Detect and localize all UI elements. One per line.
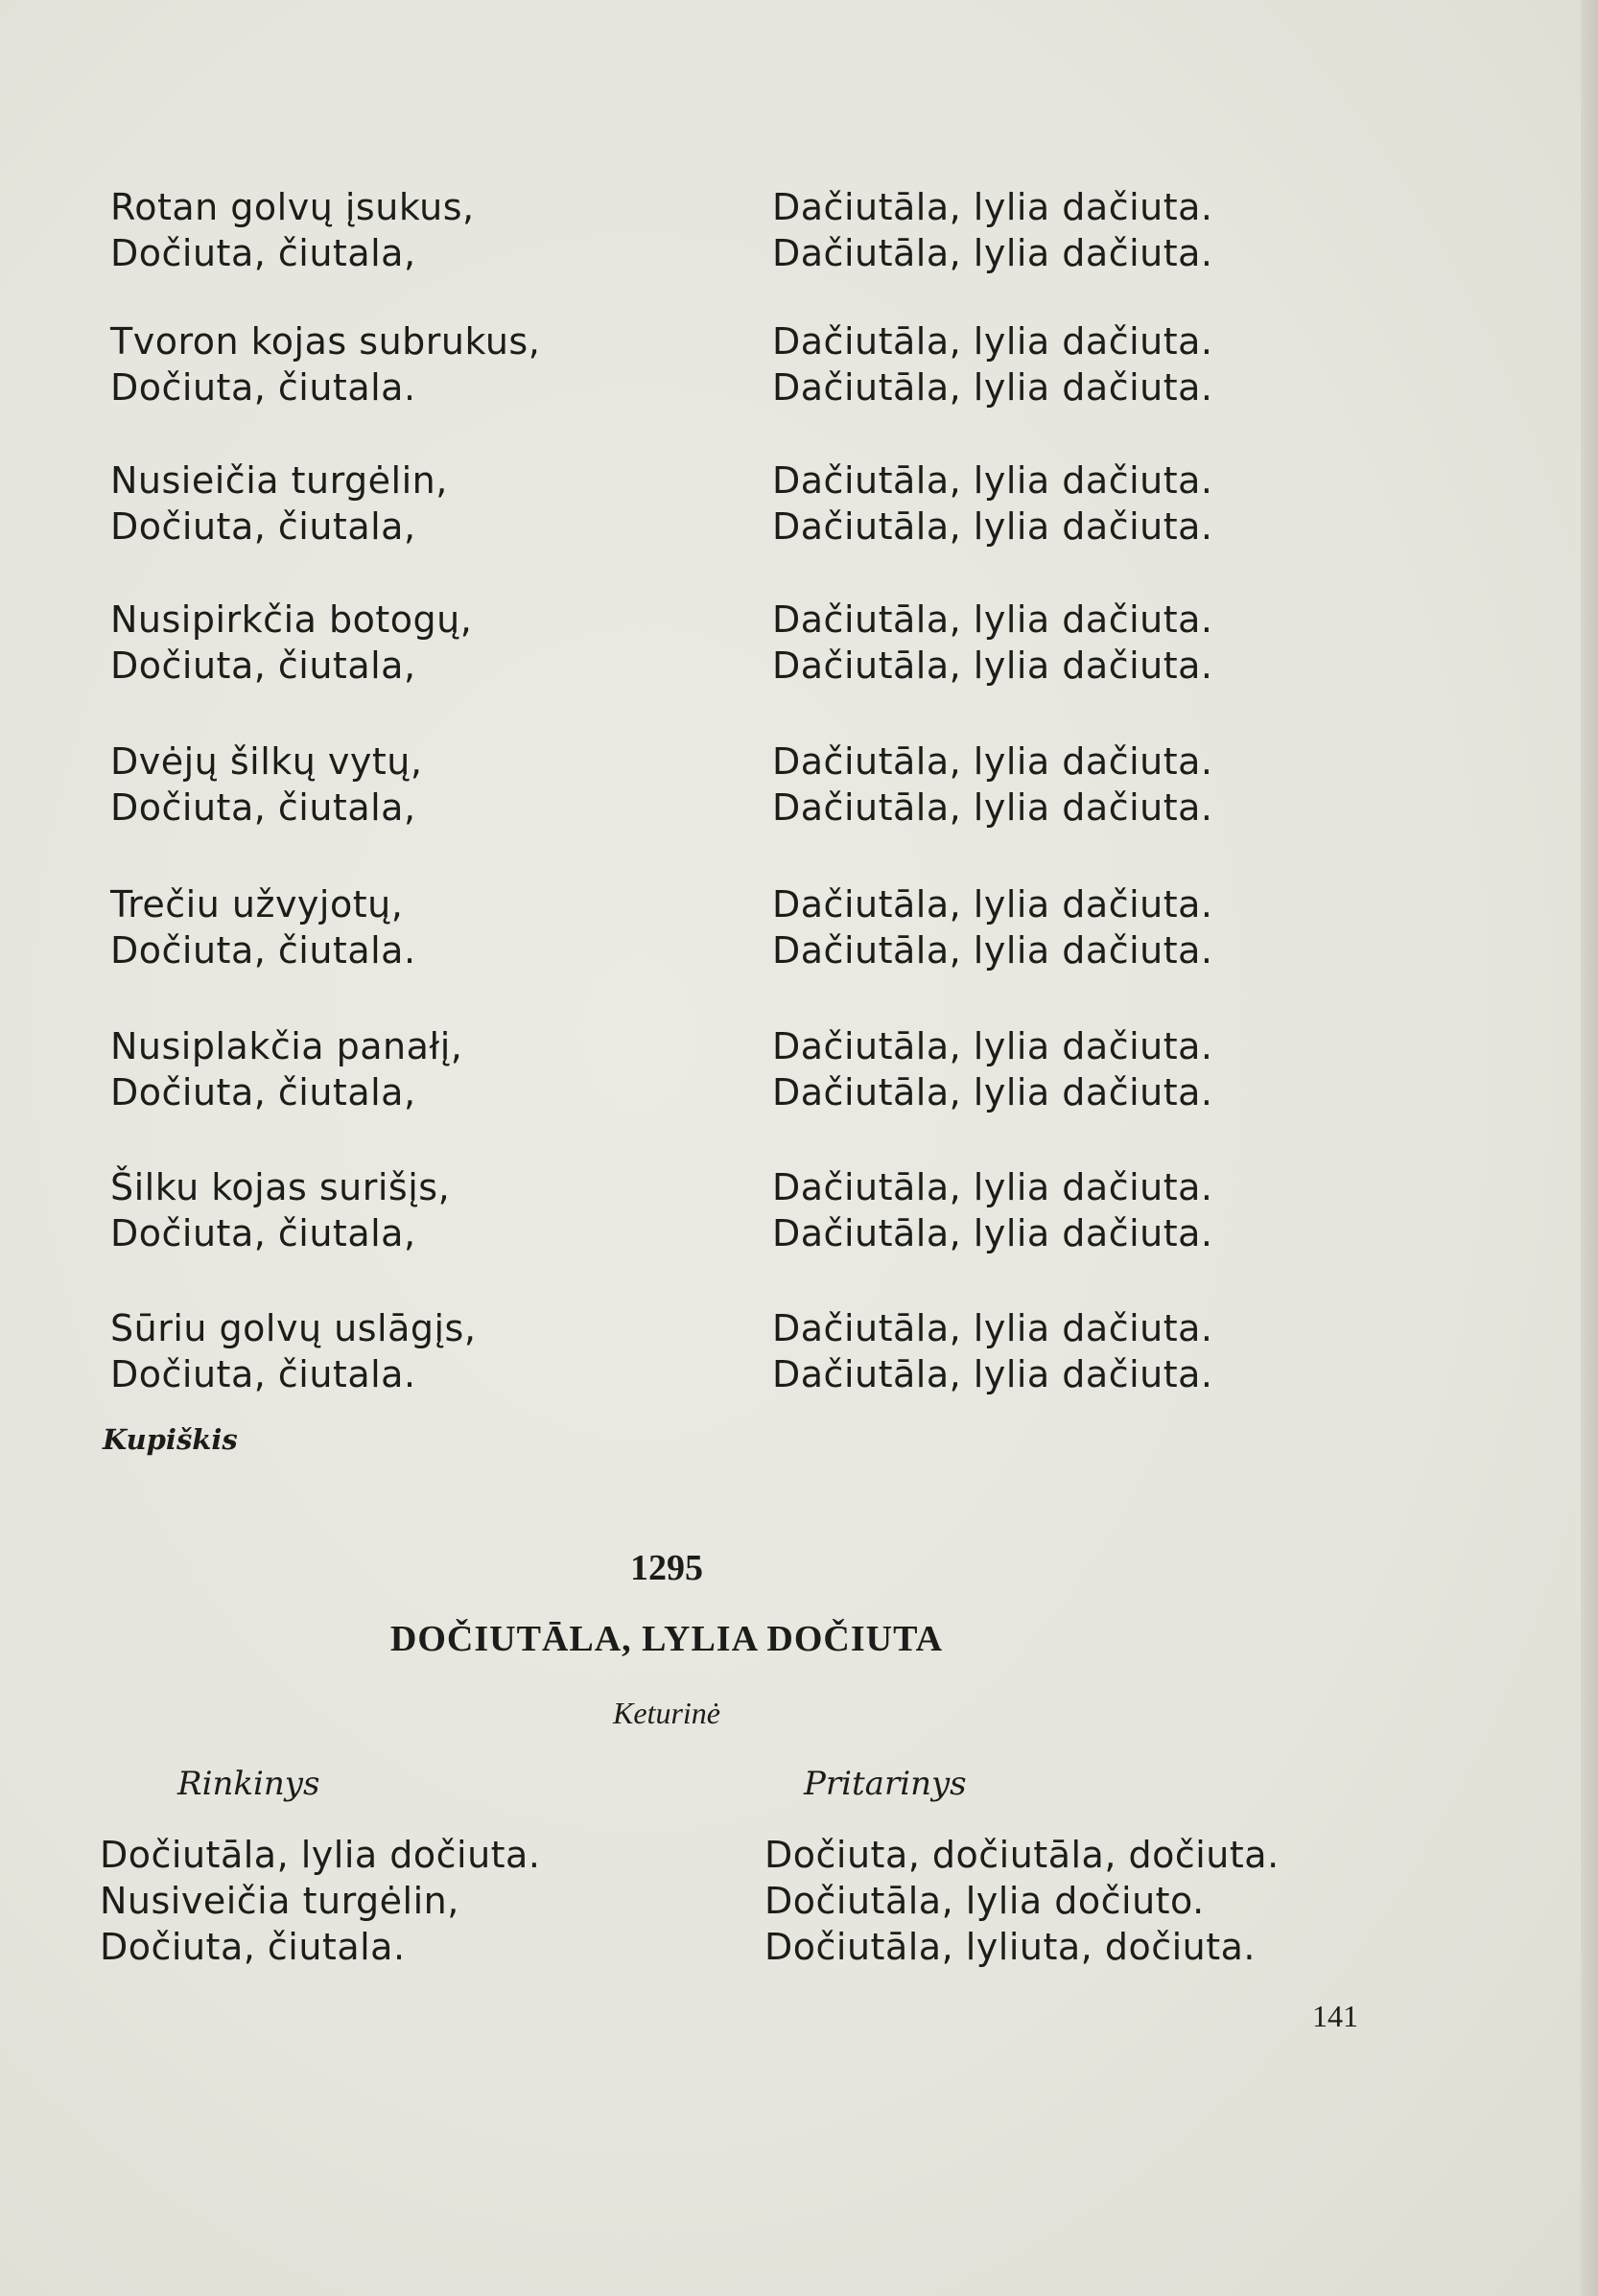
pritarinys-line-1: Dočiuta, dočiutāla, dočiuta. <box>764 1834 1280 1876</box>
verse-7-refrain-2: Dačiutāla, lylia dačiuta. <box>772 1071 1213 1113</box>
verse-7-line-1: Nusiplakčia panałį, <box>110 1025 463 1067</box>
verse-9-refrain-2: Dačiutāla, lylia dačiuta. <box>772 1353 1213 1395</box>
verse-5-refrain-2: Dačiutāla, lylia dačiuta. <box>772 786 1213 829</box>
verse-2-refrain-1: Dačiutāla, lylia dačiuta. <box>772 320 1213 363</box>
pritarinys-heading: Pritarinys <box>804 1765 967 1803</box>
verse-8-line-2: Dočiuta, čiutala, <box>110 1212 416 1254</box>
verse-6-line-2: Dočiuta, čiutala. <box>110 929 416 972</box>
verse-3-refrain-2: Dačiutāla, lylia dačiuta. <box>772 505 1213 548</box>
verse-6-refrain-2: Dačiutāla, lylia dačiuta. <box>772 929 1213 972</box>
verse-2-refrain-2: Dačiutāla, lylia dačiuta. <box>772 366 1213 409</box>
page-number: 141 <box>1312 1999 1358 2033</box>
verse-2-line-2: Dočiuta, čiutala. <box>110 366 416 409</box>
verse-5-line-2: Dočiuta, čiutala, <box>110 786 416 829</box>
pritarinys-line-2: Dočiutāla, lylia dočiuto. <box>764 1880 1205 1922</box>
verse-3-line-1: Nusieičia turgėlin, <box>110 459 448 502</box>
verse-1-line-1: Rotan golvų įsukus, <box>110 186 475 228</box>
verse-9-line-2: Dočiuta, čiutala. <box>110 1353 416 1395</box>
verse-2-line-1: Tvoron kojas subrukus, <box>110 320 541 363</box>
verse-4-line-2: Dočiuta, čiutala, <box>110 644 416 687</box>
verse-1-line-2: Dočiuta, čiutala, <box>110 232 416 274</box>
rinkinys-line-1: Dočiutāla, lylia dočiuta. <box>100 1834 541 1876</box>
verse-3-line-2: Dočiuta, čiutala, <box>110 505 416 548</box>
song-title: DOČIUTĀLA, LYLIA DOČIUTA <box>389 1619 944 1659</box>
verse-6-line-1: Trečiu užvyjotų, <box>110 883 404 925</box>
verse-9-refrain-1: Dačiutāla, lylia dačiuta. <box>772 1307 1213 1349</box>
verse-4-line-1: Nusipirkčia botogų, <box>110 598 473 641</box>
rinkinys-line-3: Dočiuta, čiutala. <box>100 1926 406 1968</box>
verse-7-refrain-1: Dačiutāla, lylia dačiuta. <box>772 1025 1213 1067</box>
rinkinys-line-2: Nusiveičia turgėlin, <box>100 1880 459 1922</box>
verse-9-line-1: Sūriu golvų uslāgįs, <box>110 1307 477 1349</box>
page-edge <box>1581 0 1598 2296</box>
rinkinys-heading: Rinkinys <box>177 1765 320 1803</box>
verse-5-line-1: Dvėjų šilkų vytų, <box>110 740 423 783</box>
verse-8-refrain-1: Dačiutāla, lylia dačiuta. <box>772 1166 1213 1208</box>
verse-3-refrain-1: Dačiutāla, lylia dačiuta. <box>772 459 1213 502</box>
pritarinys-line-3: Dočiutāla, lyliuta, dočiuta. <box>764 1926 1256 1968</box>
verse-7-line-2: Dočiuta, čiutala, <box>110 1071 416 1113</box>
verse-4-refrain-1: Dačiutāla, lylia dačiuta. <box>772 598 1213 641</box>
song-subtitle: Keturinė <box>613 1696 720 1730</box>
verse-1-refrain-1: Dačiutāla, lylia dačiuta. <box>772 186 1213 228</box>
recording-place: Kupiškis <box>103 1423 238 1456</box>
verse-8-line-1: Šilku kojas surišįs, <box>110 1166 451 1208</box>
verse-4-refrain-2: Dačiutāla, lylia dačiuta. <box>772 644 1213 687</box>
verse-6-refrain-1: Dačiutāla, lylia dačiuta. <box>772 883 1213 925</box>
verse-8-refrain-2: Dačiutāla, lylia dačiuta. <box>772 1212 1213 1254</box>
song-number: 1295 <box>630 1548 703 1588</box>
verse-1-refrain-2: Dačiutāla, lylia dačiuta. <box>772 232 1213 274</box>
verse-5-refrain-1: Dačiutāla, lylia dačiuta. <box>772 740 1213 783</box>
